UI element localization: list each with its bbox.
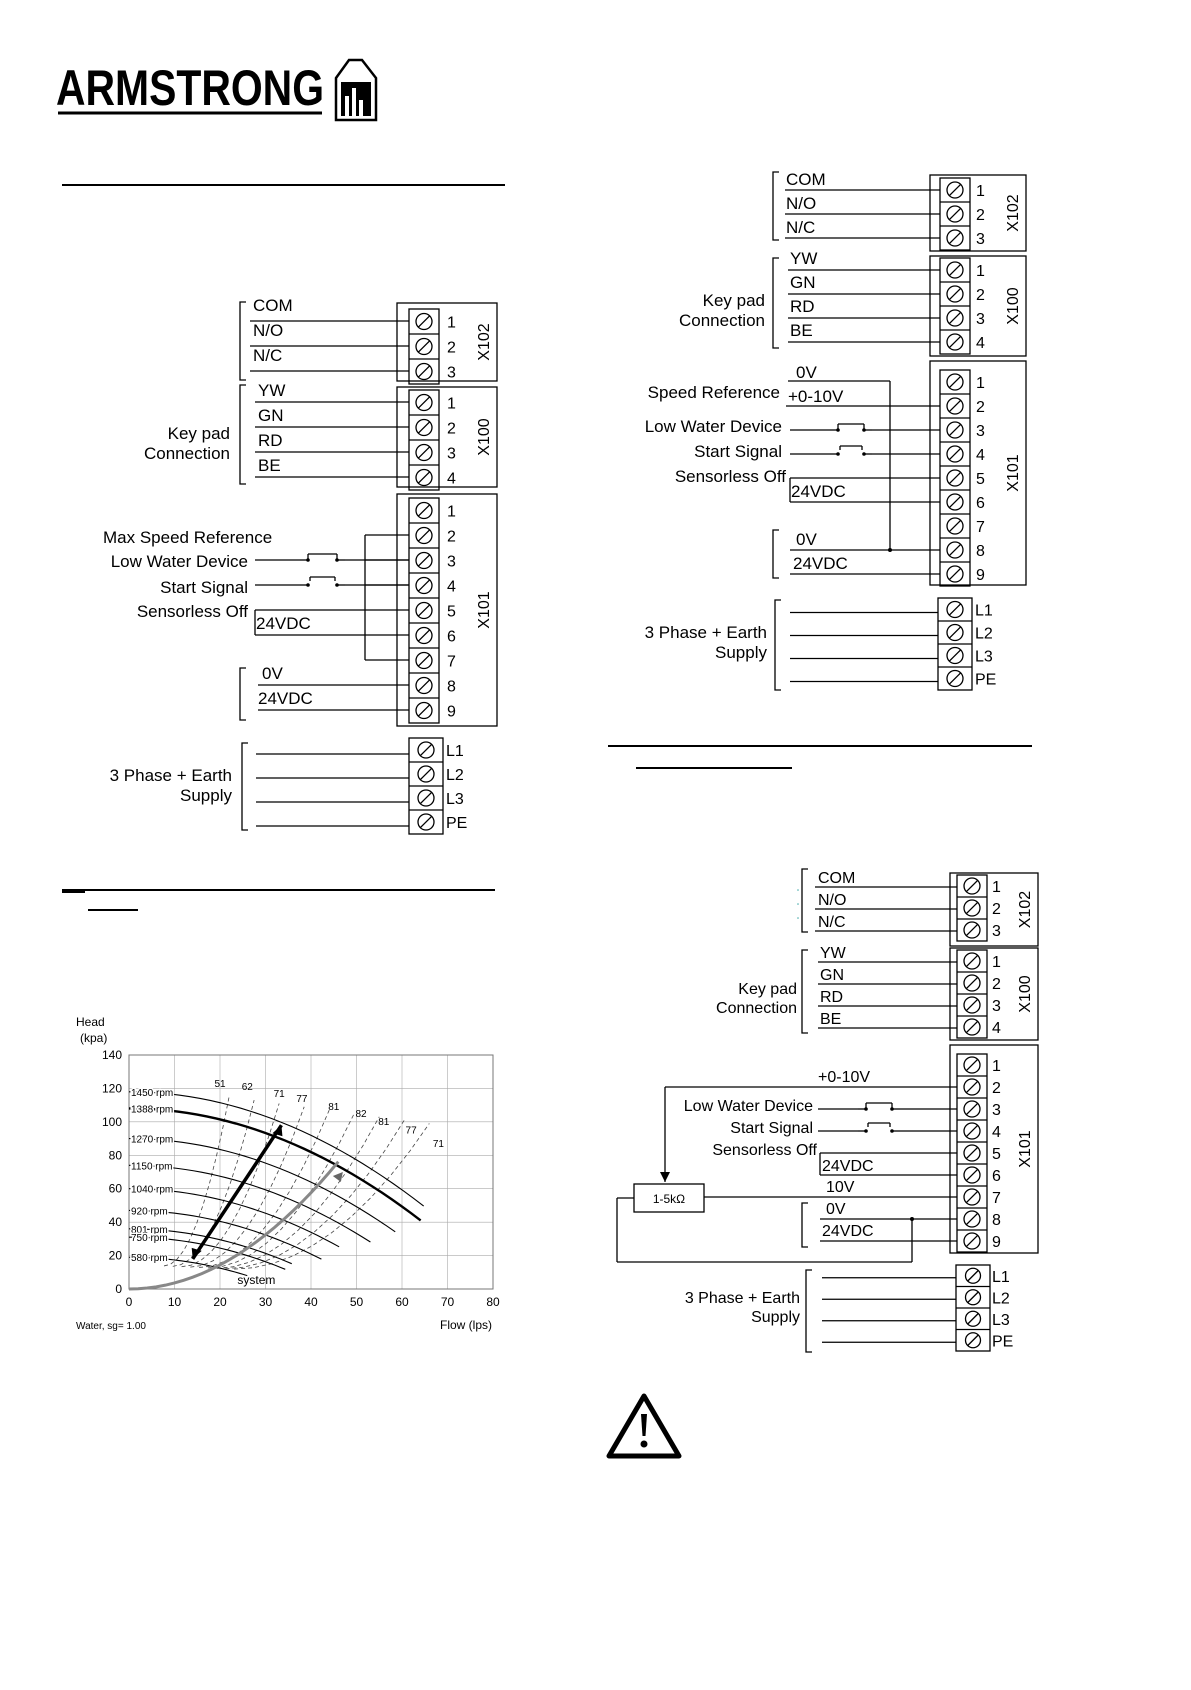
x101-input-label: Start Signal (730, 1120, 813, 1137)
switch-dot (864, 1107, 868, 1111)
x101-pin: 7 (992, 1190, 1001, 1207)
keypad-label: Connection (716, 1000, 797, 1017)
x102-pin: 1 (447, 314, 456, 332)
dot (797, 917, 799, 919)
x101-pin: 6 (447, 628, 456, 646)
x101-input-label: Speed Reference (647, 383, 780, 402)
low-water-switch (830, 424, 872, 432)
switch-dot (836, 452, 840, 456)
power-bracket (773, 530, 779, 578)
x100-pin: 3 (447, 445, 456, 463)
x100-pin: 3 (976, 311, 985, 328)
system-curve-arrow (333, 1172, 343, 1182)
x101-pin: 4 (447, 578, 456, 596)
supply-bracket (242, 743, 248, 830)
y-axis-label: (kpa) (80, 1031, 108, 1045)
x100-pin: 2 (976, 287, 985, 304)
supply-pin: L1 (975, 602, 993, 620)
x102-pin: 2 (992, 901, 1001, 918)
switch-dot (864, 1129, 868, 1133)
x101-block-id: X101 (476, 591, 493, 629)
keypad-label: Key pad (702, 291, 765, 310)
x-tick-label: 20 (213, 1295, 227, 1309)
x-tick-label: 40 (304, 1295, 318, 1309)
building-logo-icon (336, 60, 376, 120)
speed-curve-label: 920 rpm (131, 1206, 168, 1218)
efficiency-label: 82 (355, 1108, 367, 1120)
x100-pin: 1 (447, 395, 456, 413)
x102-pin: 3 (992, 923, 1001, 940)
x100-wire-label: YW (820, 945, 846, 962)
y-tick-label: 0 (115, 1282, 122, 1296)
x102-bracket (773, 172, 779, 240)
speed-curve-label: 1270 rpm (131, 1134, 174, 1146)
supply-label: 3 Phase + Earth (684, 1290, 800, 1307)
speed-curve-label: 580 rpm (131, 1253, 168, 1265)
x100-block-id: X100 (476, 418, 493, 456)
x101-wire-label: 24VDC (791, 482, 846, 501)
efficiency-label: 62 (241, 1082, 253, 1094)
x101-pin: 5 (976, 471, 985, 488)
x101-wire-label: 24VDC (793, 554, 848, 573)
wiring-diagram-potentiometer (617, 869, 1038, 1352)
x101-pin: 5 (992, 1146, 1001, 1163)
x101-pin: 8 (992, 1212, 1001, 1229)
power-bracket (240, 668, 246, 720)
supply-label: Supply (715, 643, 767, 662)
supply-pin: PE (992, 1333, 1014, 1351)
x102-wire-label: N/C (253, 346, 283, 365)
x100-pin: 1 (976, 263, 985, 280)
x-tick-label: 30 (258, 1295, 273, 1309)
supply-pin: PE (975, 671, 997, 689)
switch-dot (306, 583, 310, 587)
x100-pin: 3 (992, 998, 1001, 1015)
supply-pin: L2 (446, 767, 464, 784)
x101-pin: 9 (447, 703, 456, 721)
x100-wire-label: YW (258, 381, 286, 400)
low-water-switch (300, 554, 345, 562)
x102-pin: 3 (447, 364, 456, 382)
x101-wire-label: 24VDC (256, 614, 311, 633)
x101-input-label: Sensorless Off (712, 1142, 817, 1159)
x101-input-label: Start Signal (160, 578, 248, 597)
x101-pin: 8 (447, 678, 456, 696)
x102-bracket (802, 869, 808, 932)
x100-pin: 2 (992, 976, 1001, 993)
switch-dot (836, 428, 840, 432)
wiring-diagram-speed-reference (645, 170, 1026, 690)
supply-label: 3 Phase + Earth (109, 766, 232, 785)
x101-input-label: Sensorless Off (136, 602, 248, 621)
x101-block-id: X101 (1005, 454, 1022, 492)
x101-input-label: Low Water Device (644, 417, 782, 436)
x100-wire-label: BE (258, 456, 281, 475)
x101-wire-label: 24VDC (822, 1223, 874, 1240)
x100-pin: 1 (992, 954, 1001, 971)
x101-block-id: X101 (1017, 1130, 1034, 1168)
y-tick-label: 40 (108, 1215, 122, 1230)
x-axis-label: Flow (lps) (439, 1318, 492, 1332)
supply-pin: L1 (992, 1268, 1010, 1286)
x101-pin: 5 (447, 603, 456, 621)
speed-curve (129, 1108, 421, 1220)
dot (797, 889, 799, 891)
y-tick-label: 20 (108, 1248, 122, 1263)
x101-pin: 1 (992, 1058, 1001, 1075)
x-tick-label: 60 (395, 1295, 409, 1309)
y-tick-label: 140 (101, 1048, 122, 1062)
x100-wire-label: BE (820, 1011, 842, 1028)
x100-pin: 4 (976, 335, 985, 352)
keypad-label: Connection (678, 311, 765, 330)
supply-pin: L1 (446, 743, 464, 760)
supply-pin: L3 (975, 648, 993, 666)
x101-pin: 7 (447, 653, 456, 671)
x101-wire-label: 24VDC (258, 689, 313, 708)
power-bracket (802, 1203, 808, 1247)
x100-pin: 4 (447, 470, 456, 488)
x-tick-label: 0 (125, 1295, 133, 1309)
x102-pin: 3 (976, 231, 985, 248)
arrowhead (660, 1172, 670, 1182)
header (56, 60, 376, 120)
x101-input-label: Sensorless Off (674, 467, 786, 486)
y-tick-label: 120 (101, 1081, 122, 1096)
x100-wire-label: RD (820, 989, 844, 1006)
y-tick-label: 100 (101, 1114, 122, 1129)
supply-label: Supply (180, 786, 232, 805)
x102-wire-label: COM (786, 170, 826, 189)
efficiency-label: 81 (328, 1102, 340, 1114)
supply-label: 3 Phase + Earth (644, 623, 767, 642)
y-axis-label: Head (76, 1015, 105, 1029)
x-tick-label: 70 (440, 1295, 455, 1309)
warning-icon (609, 1396, 679, 1456)
low-water-switch (858, 1103, 900, 1111)
start-switch (300, 577, 345, 587)
x-tick-label: 80 (486, 1295, 500, 1309)
x102-wire-label: COM (818, 870, 856, 887)
keypad-label: Connection (143, 444, 230, 463)
x101-input-label: Start Signal (694, 442, 782, 461)
x100-wire-label: GN (820, 967, 844, 984)
x102-wire-label: N/O (253, 321, 284, 340)
pump-curve-chart (76, 1015, 500, 1332)
supply-bracket (775, 600, 781, 690)
x101-pin: 2 (976, 399, 985, 416)
speed-curve-label: 1450 rpm (131, 1087, 174, 1099)
x101-wire-label: 0V (796, 363, 817, 382)
x100-bracket (773, 258, 779, 348)
x101-pin: 4 (992, 1124, 1001, 1141)
x100-block-id: X100 (1005, 287, 1022, 325)
x101-pin: 2 (992, 1080, 1001, 1097)
x101-pin: 4 (976, 447, 985, 464)
dot (797, 903, 799, 905)
x100-wire-label: RD (258, 431, 283, 450)
x101-pin: 6 (976, 495, 985, 512)
chart-footnote: Water, sg= 1.00 (76, 1321, 146, 1332)
x100-bracket (240, 385, 246, 484)
x101-wire-label: 10V (826, 1179, 855, 1196)
x101-pin: 2 (447, 528, 456, 546)
efficiency-label: 81 (378, 1117, 390, 1129)
x101-pin: 3 (992, 1102, 1001, 1119)
x102-block-id: X102 (1017, 890, 1034, 929)
x102-block-id: X102 (476, 323, 493, 361)
x100-wire-label: RD (790, 297, 815, 316)
x100-block-id: X100 (1017, 975, 1034, 1013)
x102-pin: 1 (976, 183, 985, 200)
efficiency-label: 77 (405, 1125, 417, 1137)
system-curve-label: system (237, 1272, 276, 1287)
x101-pin: 9 (992, 1234, 1001, 1251)
speed-curve-label: 1388 rpm (131, 1104, 174, 1116)
x102-wire-label: N/O (786, 194, 817, 213)
efficiency-contour (208, 1114, 354, 1268)
x101-wire-label: +0-10V (788, 387, 844, 406)
supply-bracket (806, 1270, 812, 1352)
speed-curve-label: 801 rpm (131, 1224, 168, 1236)
x101-wire-label: 24VDC (822, 1158, 874, 1175)
x101-input-label: Low Water Device (110, 552, 248, 571)
supply-pin: L2 (975, 625, 993, 643)
x101-pin: 1 (976, 375, 985, 392)
y-tick-label: 80 (108, 1148, 122, 1163)
start-switch (830, 446, 872, 456)
efficiency-label: 51 (214, 1078, 226, 1090)
x101-pin: 6 (992, 1168, 1001, 1185)
x100-pin: 2 (447, 420, 456, 438)
brand-logo-text: ARMSTRONG (56, 60, 324, 116)
x101-pin: 8 (976, 543, 985, 560)
x101-pin: 3 (976, 423, 985, 440)
wiring-diagram-max-speed (103, 296, 497, 834)
efficiency-label: 77 (296, 1093, 308, 1105)
x-tick-label: 10 (167, 1295, 182, 1309)
speed-curve-label: 1150 rpm (131, 1161, 173, 1173)
supply-pin: L3 (446, 791, 464, 808)
x100-pin: 4 (992, 1020, 1001, 1037)
efficiency-label: 71 (273, 1088, 285, 1100)
x102-bracket (240, 302, 246, 380)
x100-wire-label: YW (790, 249, 818, 268)
x102-wire-label: N/C (786, 218, 816, 237)
supply-pin: L2 (992, 1290, 1010, 1308)
x101-pin: 9 (976, 567, 985, 584)
x102-pin: 2 (976, 207, 985, 224)
x100-wire-label: GN (258, 406, 284, 425)
y-tick-label: 60 (108, 1181, 122, 1196)
x102-wire-label: N/O (818, 892, 847, 909)
x101-wire-label: 0V (826, 1201, 846, 1218)
x101-wire-label: +0-10V (818, 1069, 871, 1086)
speed-curve-label: 1040 rpm (131, 1184, 174, 1196)
x102-wire-label: COM (253, 296, 293, 315)
x102-pin: 2 (447, 339, 456, 357)
x100-bracket (802, 950, 808, 1033)
keypad-label: Key pad (738, 981, 797, 998)
switch-dot (306, 558, 310, 562)
keypad-label: Key pad (167, 424, 230, 443)
x100-wire-label: GN (790, 273, 816, 292)
x102-block-id: X102 (1005, 194, 1022, 232)
x101-pin: 1 (447, 503, 456, 521)
x102-wire-label: N/C (818, 914, 846, 931)
speed-curve-label: 750 rpm (131, 1233, 168, 1245)
x-tick-label: 50 (349, 1295, 364, 1309)
x101-input-label: Low Water Device (683, 1098, 813, 1115)
efficiency-label: 71 (432, 1138, 444, 1150)
start-switch (858, 1123, 900, 1133)
x101-pin: 7 (976, 519, 985, 536)
x100-wire-label: BE (790, 321, 813, 340)
x101-wire-label: 0V (796, 530, 817, 549)
supply-pin: PE (446, 815, 468, 832)
x102-pin: 1 (992, 879, 1001, 896)
supply-pin: L3 (992, 1311, 1010, 1329)
supply-label: Supply (751, 1309, 800, 1326)
x101-wire-label: 0V (262, 664, 283, 683)
x101-input-label: Max Speed Reference (103, 528, 273, 547)
potentiometer-label: 1-5kΩ (652, 1192, 686, 1206)
efficiency-contour (164, 1097, 229, 1266)
x101-pin: 3 (447, 553, 456, 571)
